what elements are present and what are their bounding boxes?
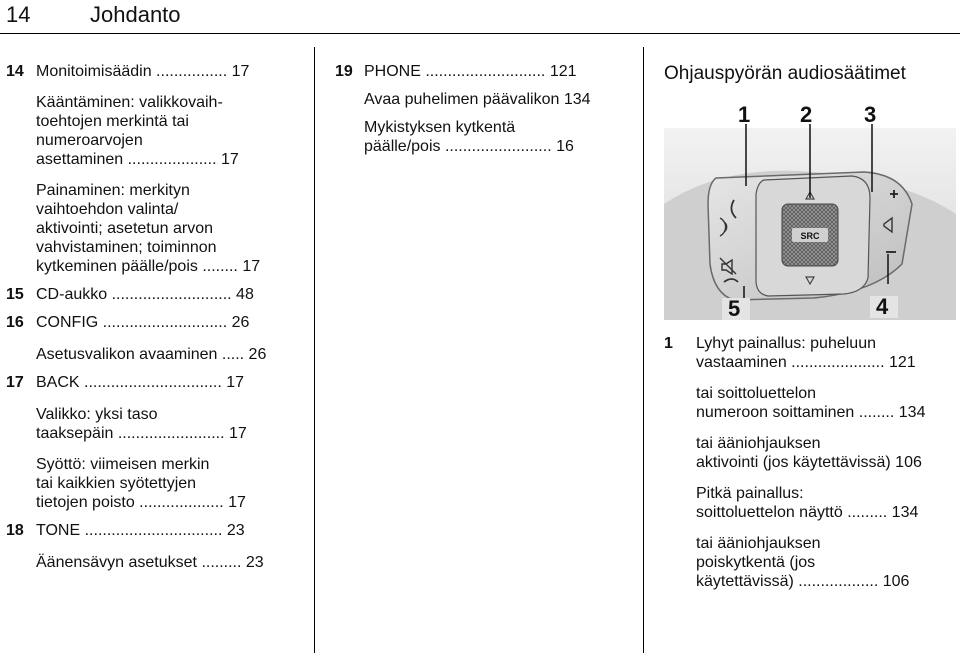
callout-4: 4 bbox=[876, 294, 889, 319]
entry-text: vaihtoehdon valinta/ bbox=[36, 201, 179, 218]
callout-5: 5 bbox=[728, 296, 741, 320]
entry-text: tietojen poisto ................... 17 bbox=[36, 494, 246, 511]
entry-text: Painaminen: merkityn bbox=[36, 182, 190, 199]
entry-text: vastaaminen ..................... 121 bbox=[696, 354, 916, 371]
entry-text: Lyhyt painallus: puheluun bbox=[696, 335, 876, 352]
callout-3: 3 bbox=[864, 102, 877, 127]
page-number: 14 bbox=[6, 2, 31, 27]
entry-text: Avaa puhelimen päävalikon 134 bbox=[364, 91, 591, 108]
entry-19-mute bbox=[335, 118, 631, 156]
entry-text: Syöttö: viimeisen merkin bbox=[36, 456, 210, 473]
entry-text: Monitoimisäädin ................ 17 bbox=[36, 63, 250, 80]
entry-18 bbox=[7, 521, 299, 540]
entry-text: Kääntäminen: valikkovaih- bbox=[36, 94, 223, 111]
entry-17-menu bbox=[7, 405, 299, 443]
entry-text: tai ääniohjauksen bbox=[696, 535, 821, 552]
callout-1: 1 bbox=[738, 102, 751, 127]
entry-text: PHONE ........................... 121 bbox=[364, 63, 577, 80]
entry-text: Mykistyksen kytkentä bbox=[364, 119, 516, 136]
entry-text: taaksepäin ........................ 17 bbox=[36, 425, 247, 442]
entry-text: asettaminen .................... 17 bbox=[36, 151, 239, 168]
entry-number: 1 bbox=[664, 335, 673, 352]
entry-16 bbox=[7, 313, 299, 332]
entry-text: aktivointi (jos käytettävissä) 106 bbox=[696, 454, 922, 471]
entry-text: tai kaikkien syötettyjen bbox=[36, 475, 197, 492]
entry-text: käytettävissä) .................. 106 bbox=[696, 573, 910, 590]
entry-text: toehtojen merkintä tai bbox=[36, 113, 189, 130]
entry-14 bbox=[7, 62, 299, 81]
entry-text: Asetusvalikon avaaminen ..... 26 bbox=[36, 346, 267, 363]
entry-text: numeroon soittaminen ........ 134 bbox=[696, 404, 926, 421]
chapter-title: Johdanto bbox=[90, 2, 181, 27]
entry-17 bbox=[7, 373, 299, 392]
entry-number: 16 bbox=[6, 314, 24, 331]
column-divider bbox=[314, 47, 315, 653]
entry-1-voice-off bbox=[664, 534, 956, 591]
entry-text: poiskytkentä (jos bbox=[696, 554, 816, 571]
entry-text: CONFIG ............................ 26 bbox=[36, 314, 250, 331]
entry-text: CD-aukko ........................... 48 bbox=[36, 286, 254, 303]
src-label: SRC bbox=[800, 231, 820, 241]
entry-text: soittoluettelon näyttö ......... 134 bbox=[696, 504, 919, 521]
entry-text: Pitkä painallus: bbox=[696, 485, 804, 502]
entry-text: Äänensävyn asetukset ......... 23 bbox=[36, 554, 264, 571]
column-3 bbox=[664, 62, 956, 603]
entry-17-input bbox=[7, 455, 299, 512]
entry-19 bbox=[335, 62, 631, 81]
section-title: Ohjauspyörän audiosäätimet bbox=[664, 63, 906, 84]
entry-number: 18 bbox=[6, 522, 24, 539]
entry-text: aktivointi; asetetun arvon bbox=[36, 220, 213, 237]
entry-1-long-press bbox=[664, 484, 956, 522]
steering-wheel-controls-figure bbox=[664, 94, 956, 320]
entry-text: tai soittoluettelon bbox=[696, 385, 817, 402]
column-1 bbox=[7, 62, 299, 584]
entry-text: numeroarvojen bbox=[36, 132, 143, 149]
entry-number: 15 bbox=[6, 286, 24, 303]
entry-text: Valikko: yksi taso bbox=[36, 406, 158, 423]
entry-18-tone bbox=[7, 553, 299, 572]
entry-text: BACK ............................... 17 bbox=[36, 374, 245, 391]
entry-19-open bbox=[335, 90, 631, 109]
steering-wheel-illustration bbox=[664, 94, 956, 320]
entry-16-open bbox=[7, 345, 299, 364]
callout-2: 2 bbox=[800, 102, 813, 127]
entry-text: TONE ............................... 23 bbox=[36, 522, 245, 539]
page-header bbox=[0, 0, 960, 34]
entry-number: 14 bbox=[6, 63, 24, 80]
entry-text: vahvistaminen; toiminnon bbox=[36, 239, 217, 256]
entry-number: 19 bbox=[335, 63, 353, 80]
entry-number: 17 bbox=[6, 374, 24, 391]
column-divider bbox=[643, 47, 644, 653]
entry-1-call-list bbox=[664, 384, 956, 422]
entry-15 bbox=[7, 285, 299, 304]
entry-text: tai ääniohjauksen bbox=[696, 435, 821, 452]
entry-text: kytkeminen päälle/pois ........ 17 bbox=[36, 258, 261, 275]
entry-1 bbox=[664, 334, 956, 372]
entry-14-rotate bbox=[7, 93, 299, 169]
entry-14-press bbox=[7, 181, 299, 276]
entry-text: päälle/pois ........................ 16 bbox=[364, 138, 574, 155]
entry-1-voice-on bbox=[664, 434, 956, 472]
column-2 bbox=[335, 62, 631, 168]
